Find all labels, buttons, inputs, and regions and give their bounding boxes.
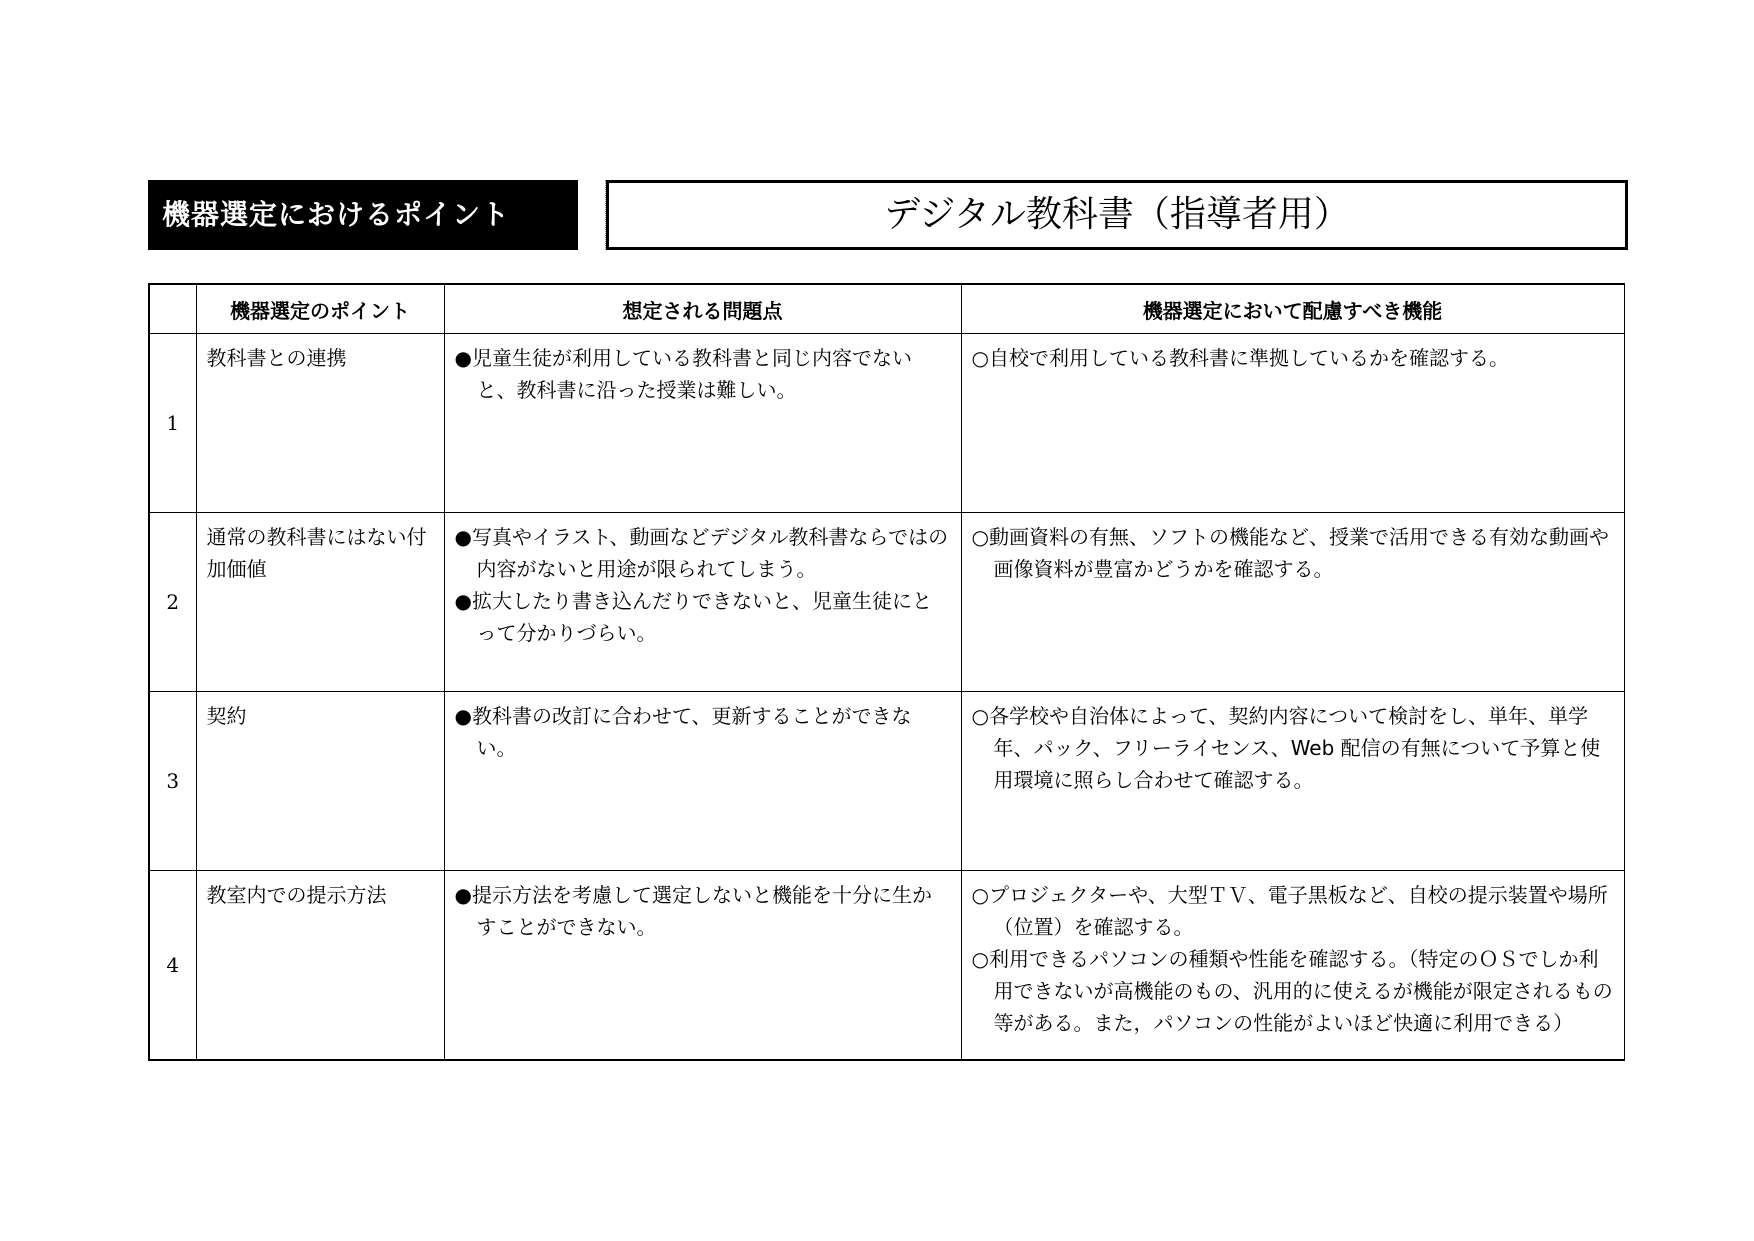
function-item: ○動画資料の有無、ソフトの機能など、授業で活用できる有効な動画や画像資料が豊富かどうかを確認する。 [971,525,1609,581]
function-item: ○各学校や自治体によって、契約内容について検討をし、単年、単学年、パック、フリーライセンス、Web 配信の有無について予算と使用環境に照らし合わせて確認する。 [971,704,1601,792]
function-item: ○自校で利用している教科書に準拠しているかを確認する。 [971,346,1509,370]
functions-cell [961,871,1624,1061]
problem-item: ●教科書の改訂に合わせて、更新することができない。 [454,704,912,760]
problems-cell [444,513,961,692]
point-cell [196,692,444,871]
point-text: 通常の教科書にはない付加価値 [206,525,427,581]
problems-cell [444,871,961,1061]
row-number: 2 [149,513,196,692]
selection-points-table [148,283,1625,1061]
point-text: 契約 [206,704,247,728]
column-header-number [149,284,196,334]
point-cell [196,513,444,692]
row-number: 1 [149,334,196,513]
row-number: 4 [149,871,196,1061]
table-row [149,513,1624,692]
functions-cell [961,513,1624,692]
point-text: 教室内での提示方法 [206,883,387,907]
point-text: 教科書との連携 [206,346,347,370]
table-row [149,871,1624,1061]
header-spacer [578,180,606,250]
point-cell [196,871,444,1061]
function-item: ○プロジェクターや、大型ＴＶ、電子黒板など、自校の提示装置や場所（位置）を確認する。 [971,883,1608,939]
table-header-row [149,284,1624,334]
column-header-problems: 想定される問題点 [444,284,961,334]
functions-cell [961,692,1624,871]
problem-item: ●児童生徒が利用している教科書と同じ内容でないと、教科書に沿った授業は難しい。 [454,346,912,402]
problem-item: ●提示方法を考慮して選定しないと機能を十分に生かすことができない。 [454,883,932,939]
row-number: 3 [149,692,196,871]
function-item: ○利用できるパソコンの種類や性能を確認する。（特定のＯＳでしか利用できないが高機能のもの、汎用的に使えるが機能が限定されるもの等がある。また，パソコンの性能がよいほど快適に利用できる） [971,947,1613,1035]
point-cell [196,334,444,513]
problems-cell [444,692,961,871]
functions-cell [961,334,1624,513]
table-row [149,692,1624,871]
table-row [149,334,1624,513]
problem-item: ●写真やイラスト、動画などデジタル教科書ならではの内容がないと用途が限られてしまう。 [454,525,949,581]
section-label: 機器選定におけるポイント [148,180,578,250]
column-header-point: 機器選定のポイント [196,284,444,334]
problem-item: ●拡大したり書き込んだりできないと、児童生徒にとって分かりづらい。 [454,589,932,645]
column-header-functions: 機器選定において配慮すべき機能 [961,284,1624,334]
page-title: デジタル教科書（指導者用） [606,180,1628,250]
problems-cell [444,334,961,513]
